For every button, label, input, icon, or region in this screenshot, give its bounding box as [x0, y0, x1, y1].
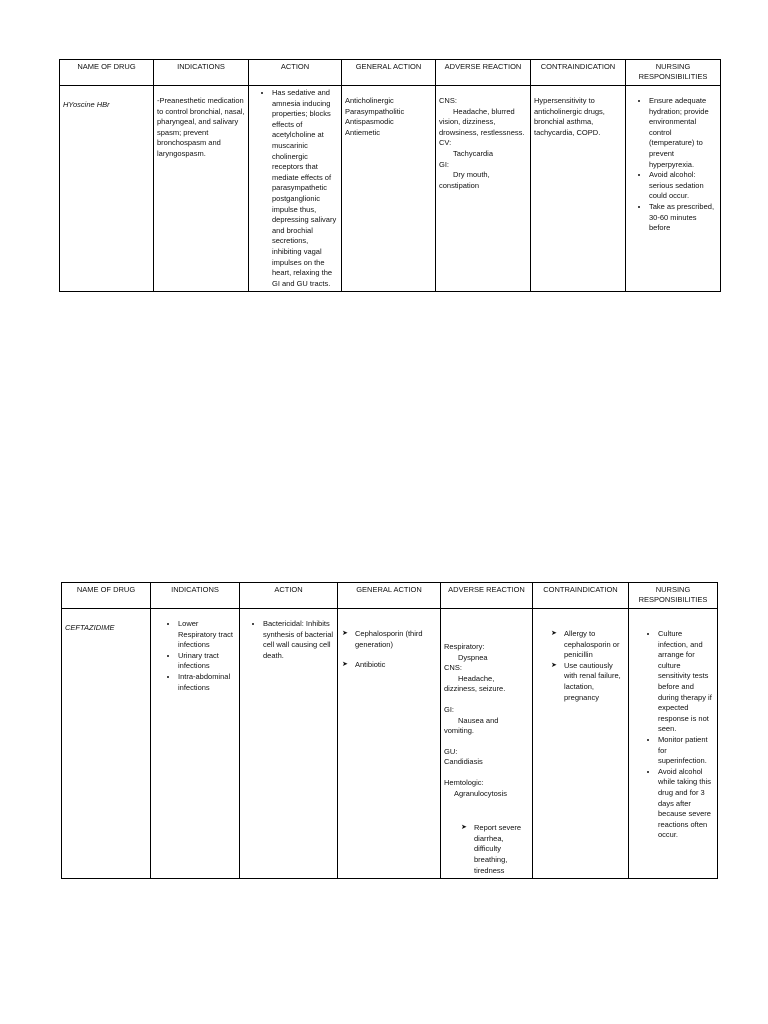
adverse-gi-label: GI:: [444, 704, 455, 714]
header-nursing-responsibilities: NURSING RESPONSIBILITIES: [629, 583, 718, 609]
action-cell: [249, 86, 342, 292]
nursing-item: • Take as prescribed, 30-60 minutes before: [649, 202, 717, 234]
contraindication-cell: [533, 609, 629, 879]
adverse-cns-text: Headache, blurred vision, dizziness, drowsiness, restlessness.: [439, 106, 525, 137]
general-action-cell: [338, 609, 441, 879]
adverse-cns-text: Headache, dizziness, seizure.: [444, 673, 506, 694]
adverse-reaction-cell: [436, 86, 531, 292]
nursing-cell: [629, 609, 718, 879]
header-indications: INDICATIONS: [154, 60, 249, 86]
nursing-item: • Avoid alcohol: serious sedation could occur.: [649, 170, 717, 202]
action-cell: [240, 609, 338, 879]
adverse-cns-label: CNS:: [444, 663, 462, 673]
general-action-cell: [342, 86, 436, 292]
header-indications: INDICATIONS: [151, 583, 240, 609]
adverse-cns-label: CNS:: [439, 96, 457, 105]
general-action-item: Antiemetic: [345, 127, 381, 137]
drug-name: CEFTAZIDIME: [65, 623, 115, 632]
header-name-of-drug: NAME OF DRUG: [62, 583, 151, 609]
indication-item: • Intra-abdominal infections: [178, 672, 236, 693]
adverse-gu-text: Candidiasis: [444, 757, 483, 767]
indications-cell: [151, 609, 240, 879]
header-general-action: GENERAL ACTION: [338, 583, 441, 609]
drug-name-cell: [60, 86, 154, 292]
indications-text: -Preanesthetic medication to control bronchial, nasal, pharyngeal, and salivary spasm; prevent bronchospasm and laryngospasm.: [157, 96, 245, 158]
general-action-item: ➤ Antibiotic: [355, 660, 437, 671]
general-action-item: Antispasmodic: [345, 117, 394, 127]
indications-cell: [154, 86, 249, 292]
drug-row: [62, 609, 718, 879]
adverse-hem-text: Agranulocytosis: [454, 788, 507, 798]
contraindication-item: ➤ Use cautiously with renal failure, lactation, pregnancy: [564, 661, 625, 703]
header-action: ACTION: [240, 583, 338, 609]
header-contraindication: CONTRAINDICATION: [533, 583, 629, 609]
general-action-item: Anticholinergic: [345, 96, 394, 105]
header-adverse-reaction: ADVERSE REACTION: [441, 583, 533, 609]
adverse-gi-text: Dry mouth, constipation: [439, 170, 490, 190]
drug-table-ceftazidime: [61, 582, 718, 879]
contraindication-cell: [531, 86, 626, 292]
drug-table-hyoscine: [59, 59, 721, 292]
adverse-resp-label: Respiratory:: [444, 642, 485, 651]
general-action-item: ➤ Cephalosporin (third generation): [355, 629, 437, 650]
adverse-hem-label: Hemtologic:: [444, 777, 484, 787]
adverse-reaction-cell: [441, 609, 533, 879]
header-row: [60, 60, 721, 86]
adverse-resp-text: Dyspnea: [458, 652, 488, 662]
adverse-cv-text: Tachycardia: [453, 148, 494, 158]
nursing-cell: [626, 86, 721, 292]
header-action: ACTION: [249, 60, 342, 86]
header-nursing-responsibilities: NURSING RESPONSIBILITIES: [626, 60, 721, 86]
indication-item: • Lower Respiratory tract infections: [178, 619, 236, 651]
adverse-report-item: ➤ Report severe diarrhea, difficulty breathing, tiredness: [474, 823, 529, 876]
header-name-of-drug: NAME OF DRUG: [60, 60, 154, 86]
adverse-gu-label: GU:: [444, 746, 458, 756]
contraindication-text: Hypersensitivity to anticholinergic drugs, bronchial asthma, tachycardia, COPD.: [534, 96, 605, 137]
action-item: • Bactericidal: Inhibits synthesis of bacterial cell wall causing cell death.: [263, 619, 334, 661]
drug-row: [60, 86, 721, 292]
nursing-item: • Monitor patient for superinfection.: [658, 735, 714, 767]
contraindication-item: ➤ Allergy to cephalosporin or penicillin: [564, 629, 625, 661]
indication-item: • Urinary tract infections: [178, 651, 236, 672]
nursing-item: • Culture infection, and arrange for culture sensitivity tests before and during therapy if expected response is not seen.: [658, 629, 714, 735]
general-action-item: Parasympatholitic: [345, 106, 405, 116]
header-row: [62, 583, 718, 609]
nursing-item: • Avoid alcohol while taking this drug and for 3 days after because severe reactions often occur.: [658, 767, 714, 841]
header-contraindication: CONTRAINDICATION: [531, 60, 626, 86]
adverse-gi-text: Nausea and vomiting.: [444, 715, 499, 736]
drug-name-cell: [62, 609, 151, 879]
header-adverse-reaction: ADVERSE REACTION: [436, 60, 531, 86]
header-general-action: GENERAL ACTION: [342, 60, 436, 86]
adverse-cv-label: CV:: [439, 138, 452, 148]
adverse-gi-label: GI:: [439, 159, 450, 169]
nursing-item: • Ensure adequate hydration; provide environmental control (temperature) to prevent hyperpyrexia.: [649, 96, 717, 170]
action-item: • Has sedative and amnesia inducing properties; blocks effects of acetylcholine at muscarinic cholinergic receptors that mediate effects of parasympathetic postganglionic impulse thus, depressing salivary and brochial secretions, inhibiting vagal impulses on the heart, relaxing the GI and GU tracts.: [272, 88, 338, 289]
drug-name: HYoscine HBr: [63, 100, 110, 109]
